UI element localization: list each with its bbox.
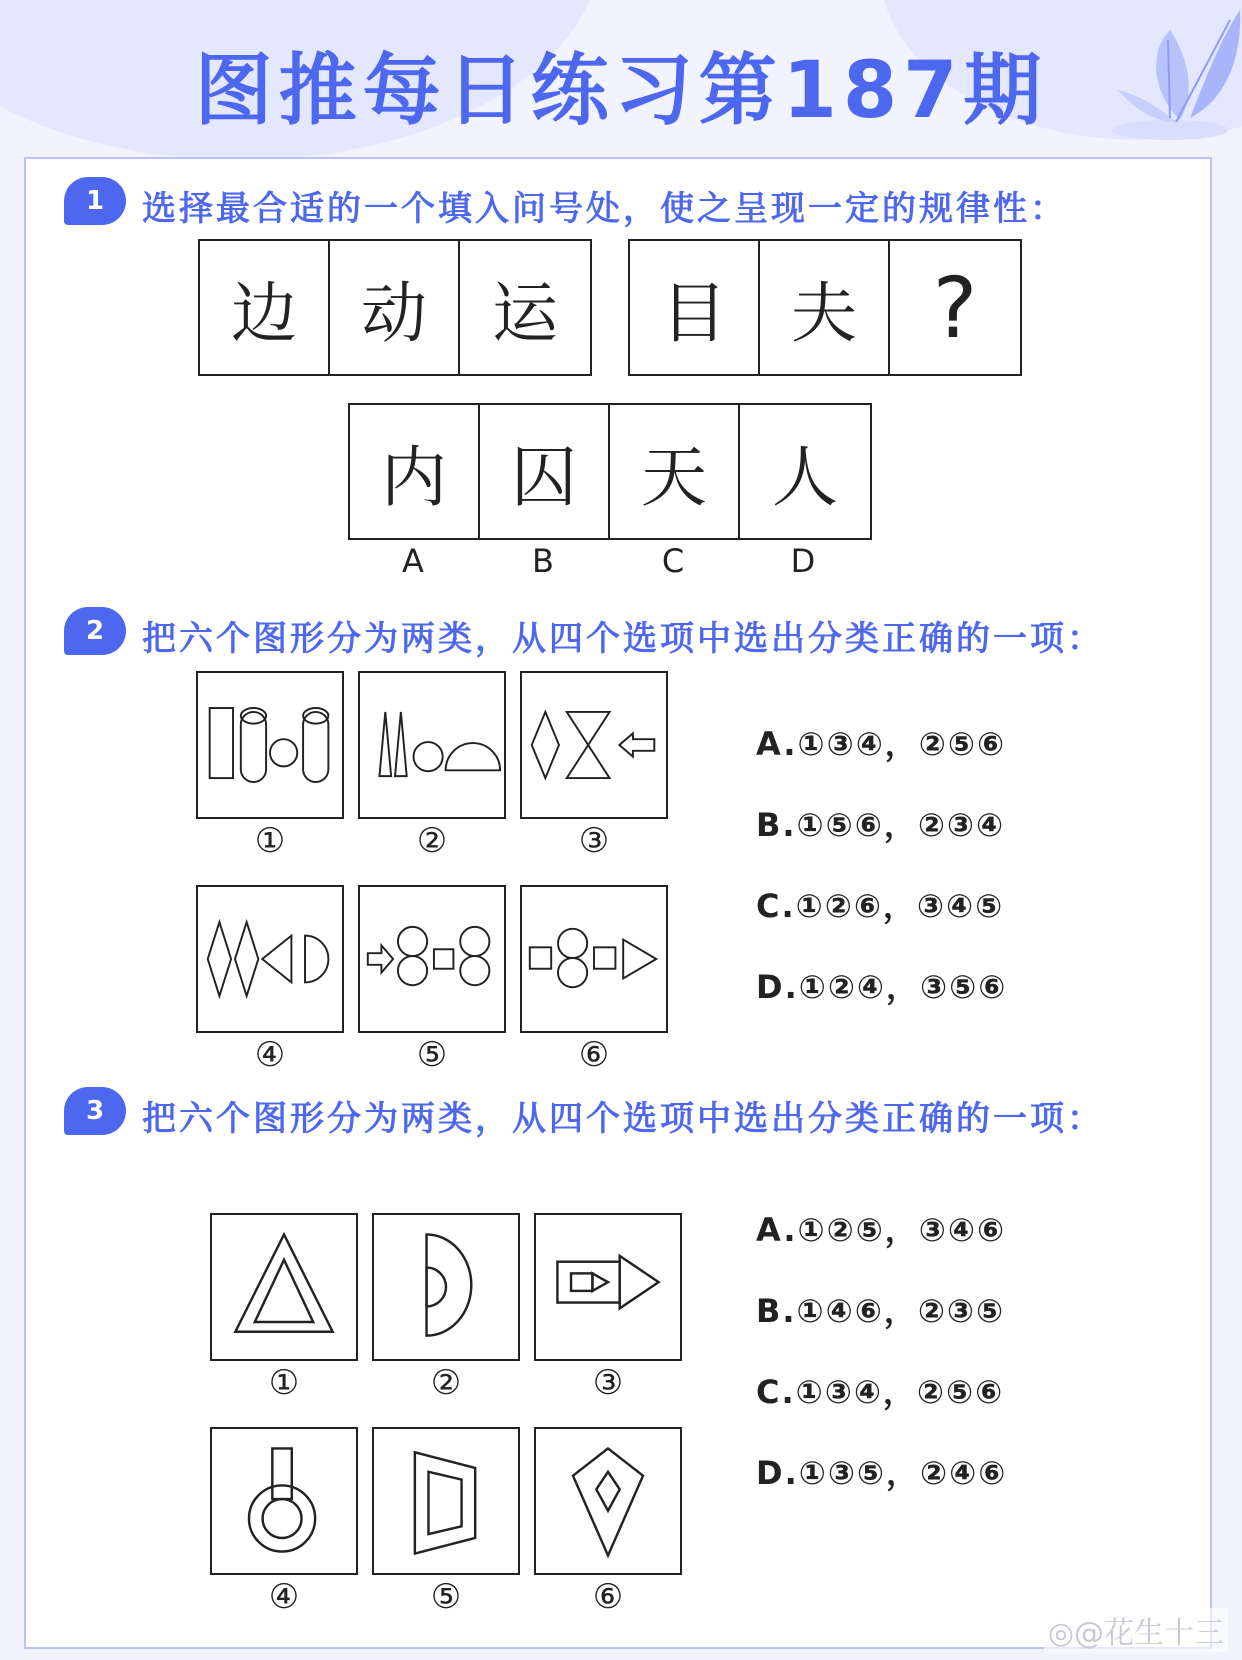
q2-figure-1-label: ① [254,821,286,861]
q3-figure-3-label: ③ [592,1363,624,1403]
q1-group1-cell-3: 运 [492,275,558,352]
q2-figure-5-label: ⑤ [416,1035,448,1075]
q2-figure-2-label: ② [416,821,448,861]
q3-figure-5-label: ⑤ [430,1577,462,1617]
q3-figure-6 [534,1427,682,1575]
question-3-text: 把六个图形分为两类，从四个选项中选出分类正确的一项： [142,1099,1104,1139]
q3-figure-4 [210,1427,358,1575]
q3-figure-3 [534,1213,682,1361]
q2-figure-6-label: ⑥ [578,1035,610,1075]
q3-choice-a[interactable]: A.①②⑤，③④⑥ [756,1211,1007,1249]
q1-group-1 [198,239,592,376]
q3-figure-5 [372,1427,520,1575]
q3-choice-b[interactable]: B.①④⑥，②③⑤ [756,1292,1006,1330]
q2-choice-c[interactable]: C.①②⑥，③④⑤ [756,887,1005,925]
q2-figure-4 [196,885,344,1033]
q1-question-mark-cell: ? [932,258,978,357]
q2-figure-4-label: ④ [254,1035,286,1075]
q3-choice-d[interactable]: D.①③⑤，②④⑥ [756,1454,1008,1492]
q1-option-c-label: C [661,542,685,580]
q1-group2-cell-2: 夫 [760,241,890,374]
q2-figure-3-label: ③ [578,821,610,861]
q2-choice-a[interactable]: A.①③④，②⑤⑥ [756,725,1007,763]
question-1-text: 选择最合适的一个填入问号处，使之呈现一定的规律性： [142,189,1067,229]
q1-group1-cell-2: 动 [330,241,460,374]
q3-figure-1 [210,1213,358,1361]
watermark [1044,1608,1228,1652]
q1-option-d-label: D [790,542,816,580]
q1-options [348,403,872,540]
q2-figure-5 [358,885,506,1033]
question-3-badge: 3 [64,1087,126,1135]
q3-figure-2 [372,1213,520,1361]
q1-option-a-cell[interactable]: 内 [350,405,480,538]
q1-option-b-cell[interactable]: 囚 [480,405,610,538]
page-title: 图推每日练习第187期 [194,46,1048,136]
question-1-badge: 1 [64,177,126,225]
question-2-text: 把六个图形分为两类，从四个选项中选出分类正确的一项： [142,619,1104,659]
q3-figure-1-label: ① [268,1363,300,1403]
weibo-logo-icon: ◎ [1047,1616,1074,1651]
q2-choice-d[interactable]: D.①②④，③⑤⑥ [756,968,1008,1006]
question-2-badge: 2 [64,607,126,655]
q1-option-b-label: B [532,542,554,580]
q1-group2-cell-1: 目 [630,241,760,374]
q3-figure-2-label: ② [430,1363,462,1403]
q2-figure-3 [520,671,668,819]
q1-option-a-label: A [402,542,424,580]
q1-group-2 [628,239,1022,376]
q3-choice-c[interactable]: C.①③④，②⑤⑥ [756,1373,1005,1411]
q1-option-c-cell[interactable]: 天 [610,405,740,538]
q3-figure-6-label: ⑥ [592,1577,624,1617]
q3-figure-4-label: ④ [268,1577,300,1617]
watermark-text: @花生十三 [1074,1616,1224,1651]
q1-group1-cell-1: 边 [200,241,330,374]
q1-option-d-cell[interactable]: 人 [772,439,838,516]
q2-figure-6 [520,885,668,1033]
q2-figure-2 [358,671,506,819]
q2-choice-b[interactable]: B.①⑤⑥，②③④ [756,806,1006,844]
content-card [24,157,1212,1649]
q2-figure-1 [196,671,344,819]
